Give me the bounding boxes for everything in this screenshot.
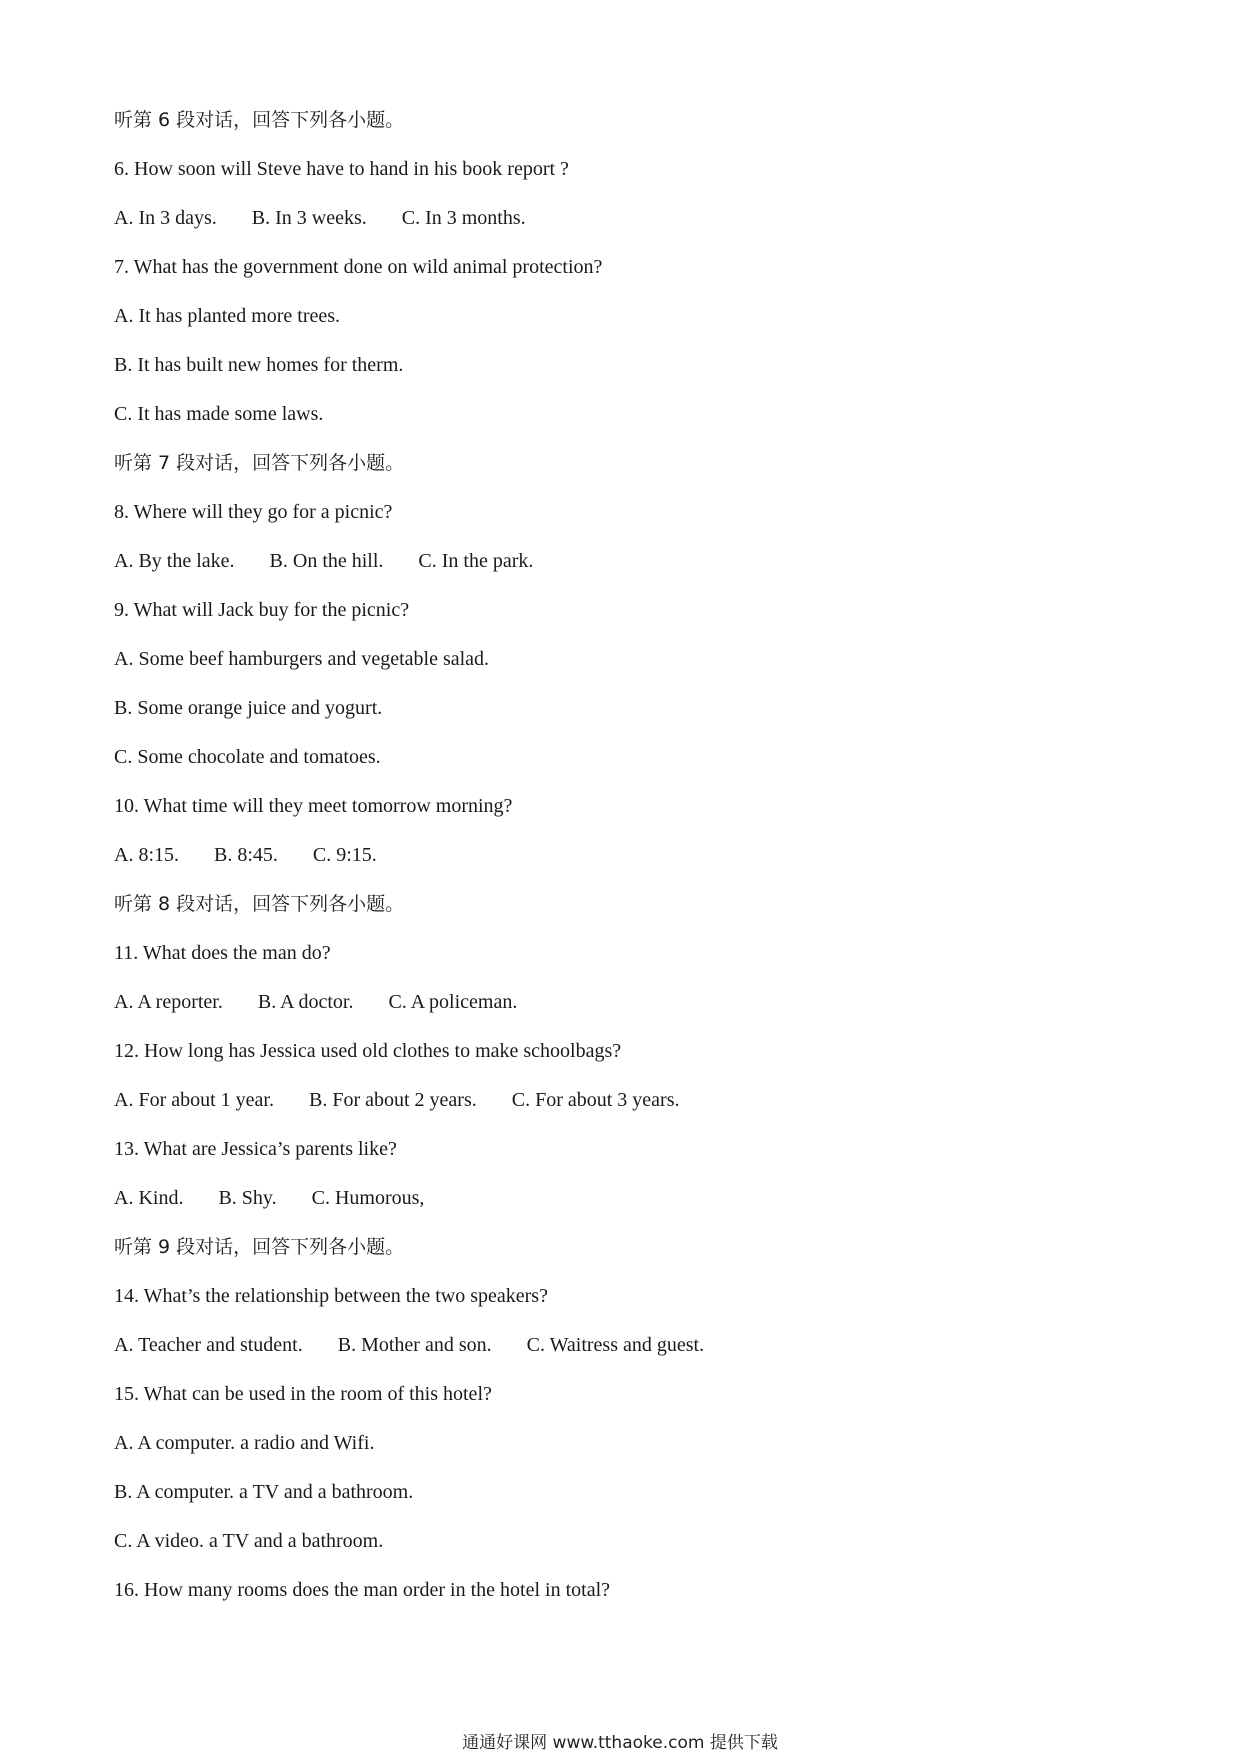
page-footer: 通通好课网 www.tthaoke.com 提供下载 — [462, 1733, 778, 1753]
option-a: A. Some beef hamburgers and vegetable salad. — [114, 648, 490, 670]
option-b: B. For about 2 years. — [308, 1089, 477, 1111]
option-c: C. It has made some laws. — [114, 403, 324, 425]
option-a: A. Kind. — [114, 1187, 184, 1209]
option-a: A. In 3 days. — [114, 207, 217, 229]
section-header: 听第 8 段对话，回答下列各小题。 — [114, 893, 405, 915]
question-11-options — [114, 978, 1124, 1027]
question-14: 14. What’s the relationship between the two speakers? — [114, 1285, 548, 1307]
option-a: A. For about 1 year. — [114, 1089, 274, 1111]
option-c: C. A video. a TV and a bathroom. — [114, 1530, 384, 1552]
question-10: 10. What time will they meet tomorrow morning? — [114, 795, 513, 817]
section-header: 听第 7 段对话，回答下列各小题。 — [114, 452, 405, 474]
question-12-options — [114, 1076, 1124, 1125]
option-b: B. It has built new homes for therm. — [114, 354, 404, 376]
question-15: 15. What can be used in the room of this hotel? — [114, 1383, 492, 1405]
option-c: C. Some chocolate and tomatoes. — [114, 746, 381, 768]
option-a: A. By the lake. — [114, 550, 235, 572]
option-a: A. A reporter. — [114, 991, 223, 1013]
question-14-options — [114, 1321, 1124, 1370]
option-c: C. Waitress and guest. — [526, 1334, 705, 1356]
option-b: B. Shy. — [218, 1187, 277, 1209]
option-b: B. A doctor. — [257, 991, 354, 1013]
option-b: B. 8:45. — [214, 844, 278, 866]
question-10-options — [114, 831, 1124, 880]
option-b: B. A computer. a TV and a bathroom. — [114, 1481, 414, 1503]
option-a: A. 8:15. — [114, 844, 179, 866]
question-7: 7. What has the government done on wild animal protection? — [114, 256, 603, 278]
question-12: 12. How long has Jessica used old clothes to make schoolbags? — [114, 1040, 622, 1062]
listening-questions — [114, 96, 1124, 1615]
option-b: B. Some orange juice and yogurt. — [114, 697, 383, 719]
option-c: C. In the park. — [418, 550, 534, 572]
option-a: A. A computer. a radio and Wifi. — [114, 1432, 375, 1454]
question-6-options — [114, 194, 1124, 243]
section-header: 听第 9 段对话，回答下列各小题。 — [114, 1236, 405, 1258]
question-6: 6. How soon will Steve have to hand in his book report ? — [114, 158, 569, 180]
question-16: 16. How many rooms does the man order in the hotel in total? — [114, 1579, 611, 1601]
option-b: B. On the hill. — [269, 550, 384, 572]
option-b: B. In 3 weeks. — [251, 207, 367, 229]
question-13-options — [114, 1174, 1124, 1223]
option-a: A. It has planted more trees. — [114, 305, 341, 327]
question-9: 9. What will Jack buy for the picnic? — [114, 599, 410, 621]
option-c: C. 9:15. — [312, 844, 377, 866]
question-8: 8. Where will they go for a picnic? — [114, 501, 393, 523]
option-c: C. Humorous, — [311, 1187, 425, 1209]
question-8-options — [114, 537, 1124, 586]
question-11: 11. What does the man do? — [114, 942, 331, 964]
section-header: 听第 6 段对话，回答下列各小题。 — [114, 109, 405, 131]
option-b: B. Mother and son. — [337, 1334, 492, 1356]
option-c: C. In 3 months. — [401, 207, 526, 229]
option-c: C. A policeman. — [388, 991, 518, 1013]
option-c: C. For about 3 years. — [511, 1089, 680, 1111]
option-a: A. Teacher and student. — [114, 1334, 303, 1356]
question-13: 13. What are Jessica’s parents like? — [114, 1138, 397, 1160]
